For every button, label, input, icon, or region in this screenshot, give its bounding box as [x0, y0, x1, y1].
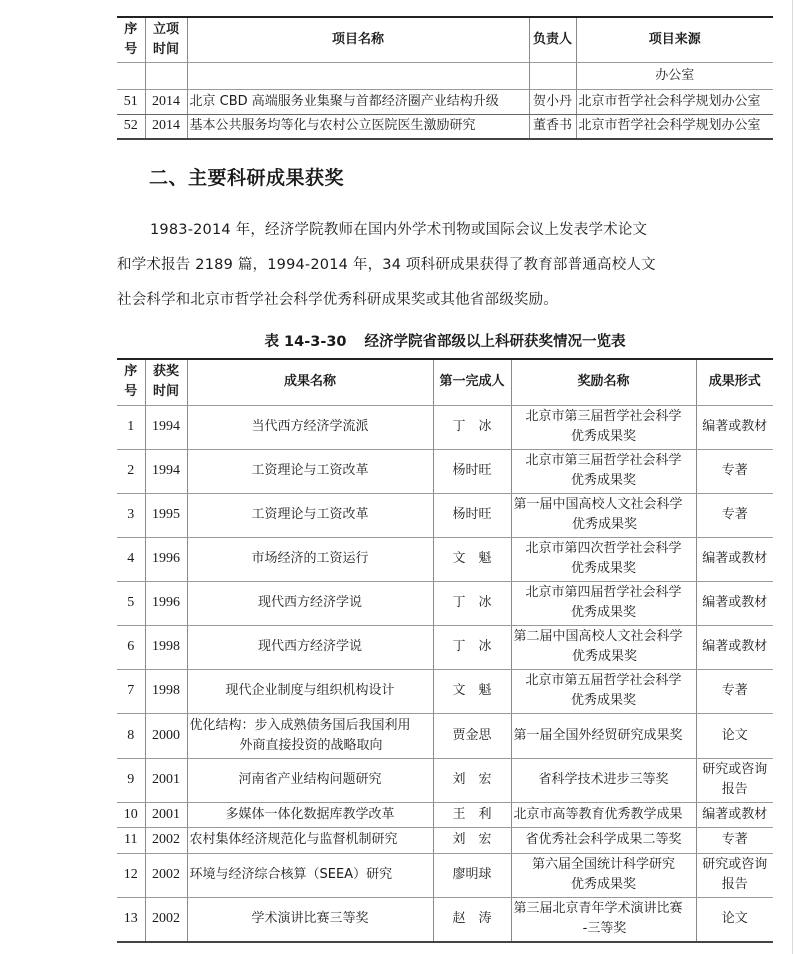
cell-year: [145, 62, 187, 89]
cell-award: 第三届北京青年学术演讲比赛 -三等奖: [511, 897, 696, 942]
cell-seq: 8: [117, 713, 145, 758]
cell-first-author: 文 魁: [433, 669, 511, 713]
cell-name: 现代西方经济学说: [187, 581, 433, 625]
cell-year: 2014: [145, 114, 187, 139]
cell-year: 1994: [145, 405, 187, 449]
cell-award: 第二届中国高校人文社会科学 优秀成果奖: [511, 625, 696, 669]
table-header-row: [117, 17, 773, 62]
cell-name: 当代西方经济学流派: [187, 405, 433, 449]
cell-leader: 董香书: [529, 114, 576, 139]
cell-award: 北京市第三届哲学社会科学 优秀成果奖: [511, 449, 696, 493]
cell-year: 2001: [145, 802, 187, 827]
header-year: 立项 时间: [145, 17, 187, 62]
cell-form: 研究或咨询 报告: [696, 853, 773, 897]
cell-year: 1998: [145, 669, 187, 713]
table-row: [117, 581, 773, 625]
header-year: 获奖 时间: [145, 359, 187, 405]
cell-seq: 9: [117, 758, 145, 802]
table-row: [117, 493, 773, 537]
cell-award: 北京市第四次哲学社会科学 优秀成果奖: [511, 537, 696, 581]
cell-year: 2002: [145, 897, 187, 942]
cell-award: 北京市第五届哲学社会科学 优秀成果奖: [511, 669, 696, 713]
header-project-name: 项目名称: [187, 17, 529, 62]
cell-award: 第六届全国统计科学研究 优秀成果奖: [511, 853, 696, 897]
cell-form: 专著: [696, 669, 773, 713]
header-first-author: 第一完成人: [433, 359, 511, 405]
cell-first-author: 杨时旺: [433, 449, 511, 493]
cell-first-author: 文 魁: [433, 537, 511, 581]
cell-award: 省优秀社会科学成果二等奖: [511, 827, 696, 853]
cell-seq: 13: [117, 897, 145, 942]
cell-first-author: 丁 冰: [433, 405, 511, 449]
cell-form: 编著或教材: [696, 537, 773, 581]
cell-form: 专著: [696, 493, 773, 537]
header-award-name: 奖励名称: [511, 359, 696, 405]
header-form: 成果形式: [696, 359, 773, 405]
cell-year: 1994: [145, 449, 187, 493]
cell-seq: 1: [117, 405, 145, 449]
table-caption-number: 表 14-3-30: [264, 334, 347, 350]
table-row: [117, 827, 773, 853]
cell-seq: 7: [117, 669, 145, 713]
cell-year: 2002: [145, 853, 187, 897]
cell-form: 研究或咨询 报告: [696, 758, 773, 802]
section-paragraph: [117, 213, 697, 318]
cell-form: 编著或教材: [696, 625, 773, 669]
cell-year: 1996: [145, 581, 187, 625]
table-row: [117, 449, 773, 493]
table-row: [117, 897, 773, 942]
cell-source: 办公室: [576, 62, 773, 89]
cell-name: 环境与经济综合核算（SEEA）研究: [187, 853, 433, 897]
table-caption-title: 经济学院省部级以上科研获奖情况一览表: [364, 334, 626, 350]
research-projects-table-continued: [117, 16, 773, 140]
cell-first-author: 贾金思: [433, 713, 511, 758]
cell-seq: [117, 62, 145, 89]
cell-form: 编著或教材: [696, 405, 773, 449]
cell-year: 1996: [145, 537, 187, 581]
cell-form: 编著或教材: [696, 802, 773, 827]
cell-seq: 4: [117, 537, 145, 581]
cell-name: 工资理论与工资改革: [187, 493, 433, 537]
cell-seq: 6: [117, 625, 145, 669]
cell-source: 北京市哲学社会科学规划办公室: [576, 114, 773, 139]
header-seq: 序 号: [117, 17, 145, 62]
cell-award: 北京市第三届哲学社会科学 优秀成果奖: [511, 405, 696, 449]
table-row: [117, 669, 773, 713]
paragraph-line: 1983-2014 年，经济学院教师在国内外学术刊物或国际会议上发表学术论文: [150, 222, 648, 238]
cell-name: [187, 62, 529, 89]
cell-first-author: 丁 冰: [433, 625, 511, 669]
cell-source: 北京市哲学社会科学规划办公室: [576, 89, 773, 114]
cell-form: 专著: [696, 449, 773, 493]
cell-seq: 3: [117, 493, 145, 537]
cell-form: 论文: [696, 713, 773, 758]
cell-name: 学术演讲比赛三等奖: [187, 897, 433, 942]
cell-first-author: 赵 涛: [433, 897, 511, 942]
cell-seq: 5: [117, 581, 145, 625]
cell-award: 北京市第四届哲学社会科学 优秀成果奖: [511, 581, 696, 625]
cell-seq: 52: [117, 114, 145, 139]
cell-form: 论文: [696, 897, 773, 942]
cell-name: 工资理论与工资改革: [187, 449, 433, 493]
paragraph-line: 社会科学和北京市哲学社会科学优秀科研成果奖或其他省部级奖励。: [117, 292, 558, 308]
cell-year: 2014: [145, 89, 187, 114]
cell-year: 2001: [145, 758, 187, 802]
cell-seq: 12: [117, 853, 145, 897]
table-row: [117, 625, 773, 669]
cell-award: 第一届中国高校人文社会科学 优秀成果奖: [511, 493, 696, 537]
cell-name: 农村集体经济规范化与监督机制研究: [187, 827, 433, 853]
cell-year: 2000: [145, 713, 187, 758]
table-row-continuation: [117, 62, 773, 89]
paragraph-line: 和学术报告 2189 篇，1994-2014 年，34 项科研成果获得了教育部普通高校人文: [117, 257, 656, 273]
cell-first-author: 刘 宏: [433, 827, 511, 853]
cell-name: 现代企业制度与组织机构设计: [187, 669, 433, 713]
cell-first-author: 刘 宏: [433, 758, 511, 802]
cell-seq: 2: [117, 449, 145, 493]
header-leader: 负责人: [529, 17, 576, 62]
table-row: [117, 802, 773, 827]
cell-first-author: 丁 冰: [433, 581, 511, 625]
awards-table: [117, 358, 773, 943]
table-row: [117, 853, 773, 897]
cell-year: 1995: [145, 493, 187, 537]
cell-name: 基本公共服务均等化与农村公立医院医生激励研究: [187, 114, 529, 139]
cell-award: 第一届全国外经贸研究成果奖: [511, 713, 696, 758]
cell-leader: [529, 62, 576, 89]
page-edge-line: [792, 0, 793, 954]
cell-name: 多媒体一体化数据库教学改革: [187, 802, 433, 827]
table-row: [117, 758, 773, 802]
table-row: [117, 405, 773, 449]
table-row: [117, 89, 773, 114]
cell-first-author: 廖明球: [433, 853, 511, 897]
cell-leader: 贺小丹: [529, 89, 576, 114]
table-row: [117, 713, 773, 758]
cell-seq: 11: [117, 827, 145, 853]
table-caption: [117, 330, 773, 351]
cell-first-author: 杨时旺: [433, 493, 511, 537]
cell-name: 北京 CBD 高端服务业集聚与首都经济圈产业结构升级: [187, 89, 529, 114]
cell-seq: 10: [117, 802, 145, 827]
cell-first-author: 王 利: [433, 802, 511, 827]
cell-seq: 51: [117, 89, 145, 114]
cell-award: 省科学技术进步三等奖: [511, 758, 696, 802]
cell-year: 1998: [145, 625, 187, 669]
cell-form: 编著或教材: [696, 581, 773, 625]
header-seq: 序 号: [117, 359, 145, 405]
table-row: [117, 537, 773, 581]
header-source: 项目来源: [576, 17, 773, 62]
cell-form: 专著: [696, 827, 773, 853]
cell-award: 北京市高等教育优秀教学成果: [511, 802, 696, 827]
cell-name: 河南省产业结构问题研究: [187, 758, 433, 802]
cell-name: 市场经济的工资运行: [187, 537, 433, 581]
header-achievement-name: 成果名称: [187, 359, 433, 405]
cell-name: 优化结构：步入成熟债务国后我国利用 外商直接投资的战略取向: [187, 713, 433, 758]
cell-year: 2002: [145, 827, 187, 853]
section-heading: 二、主要科研成果获奖: [149, 167, 345, 189]
cell-name: 现代西方经济学说: [187, 625, 433, 669]
table-header-row: [117, 359, 773, 405]
table-row: [117, 114, 773, 139]
